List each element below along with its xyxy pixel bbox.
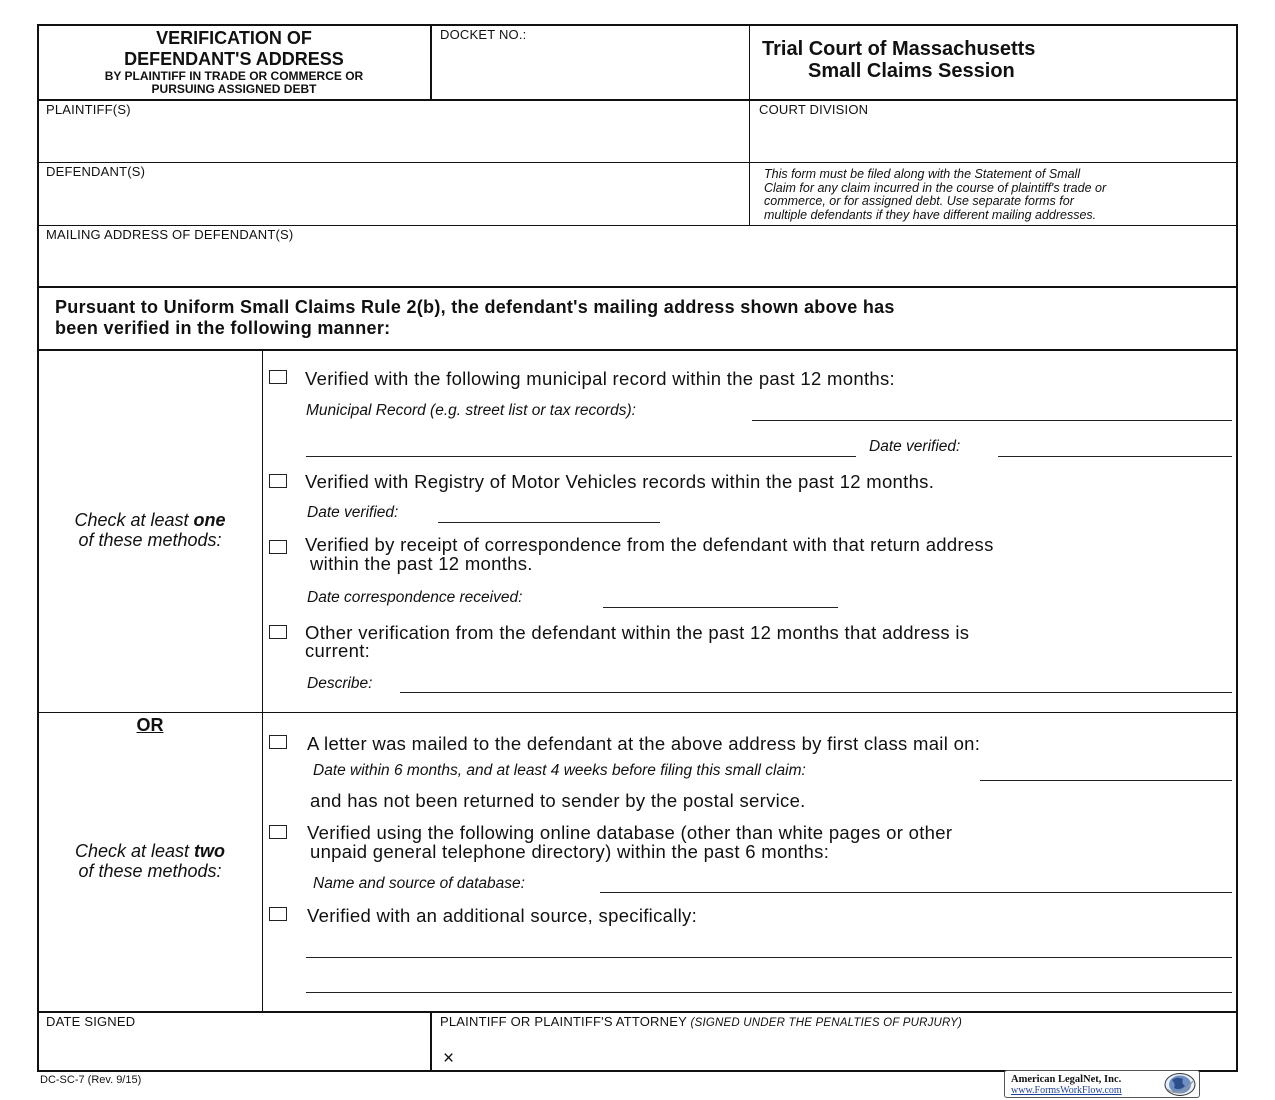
vendor-badge[interactable]	[1004, 1070, 1200, 1098]
globe-icon	[1163, 1072, 1197, 1097]
letter-date-input[interactable]	[980, 780, 1232, 781]
group1-instruction-pre: Check at least	[74, 510, 194, 530]
correspondence-text-line2: within the past 12 months.	[310, 553, 533, 574]
rule-line1: Pursuant to Uniform Small Claims Rule 2(b), the defendant's mailing address shown above has	[55, 297, 895, 317]
other-verification-text-line2: current:	[305, 640, 371, 661]
municipal-record-text: Verified with the following municipal record within the past 12 months:	[305, 368, 895, 389]
correspondence-text-line1: Verified by receipt of correspondence from the defendant with that return address	[305, 534, 994, 555]
other-verification-checkbox[interactable]	[269, 625, 287, 639]
additional-source-input-2[interactable]	[306, 992, 1232, 993]
form-subtitle-line2: PURSUING ASSIGNED DEBT	[151, 82, 317, 96]
header-divider-2	[749, 24, 750, 100]
rule-line2: been verified in the following manner:	[55, 318, 391, 338]
correspondence-date-label: Date correspondence received:	[307, 589, 523, 606]
rmv-date-label: Date verified:	[307, 504, 399, 521]
online-database-text-line2: unpaid general telephone directory) within the past 6 months:	[310, 841, 830, 862]
plaintiff-divider	[749, 100, 750, 226]
or-label: OR	[136, 715, 164, 735]
plaintiff-attorney-label	[440, 1014, 962, 1029]
additional-source-input-1[interactable]	[306, 957, 1232, 958]
vendor-url: www.FormsWorkFlow.com	[1011, 1085, 1122, 1096]
instructions-line2: Claim for any claim incurred in the course of plaintiff's trade or	[764, 180, 1107, 195]
court-name-line1: Trial Court of Massachusetts	[762, 38, 1036, 60]
signature-x-mark: ×	[443, 1048, 455, 1069]
letter-date-label: Date within 6 months, and at least 4 weeks before filing this small claim:	[313, 762, 806, 779]
vendor-name: American LegalNet, Inc.	[1011, 1074, 1122, 1085]
other-verification-text-line1: Other verification from the defendant within the past 12 months that address is	[305, 622, 970, 643]
additional-source-checkbox[interactable]	[269, 907, 287, 921]
letter-not-returned-text: and has not been returned to sender by the postal service.	[310, 790, 806, 811]
court-name	[762, 38, 1035, 82]
plaintiffs-field[interactable]	[42, 118, 744, 160]
docket-label: DOCKET NO.:	[440, 27, 527, 42]
municipal-date-label: Date verified:	[869, 438, 961, 455]
correspondence-checkbox[interactable]	[269, 540, 287, 554]
court-division-field[interactable]	[755, 118, 1233, 160]
plaintiff-attorney-note: (SIGNED UNDER THE PENALTIES OF PURJURY)	[690, 1017, 963, 1029]
mailing-bottom-rule	[37, 286, 1238, 288]
online-database-text-line1: Verified using the following online database (other than white pages or other	[307, 822, 953, 843]
instructions-line3: commerce, or for assigned debt. Use separate forms for	[764, 194, 1074, 208]
group2-instruction	[39, 841, 261, 881]
municipal-record-input-2[interactable]	[306, 456, 856, 457]
group2-instruction-post: of these methods:	[78, 861, 222, 881]
methods-column-divider	[262, 350, 263, 1012]
group1-instruction-post: of these methods:	[78, 530, 222, 550]
online-database-text	[307, 823, 952, 861]
describe-label: Describe:	[307, 675, 373, 692]
municipal-record-label: Municipal Record (e.g. street list or tax records):	[306, 402, 636, 419]
docket-field[interactable]	[436, 44, 744, 96]
municipal-record-checkbox[interactable]	[269, 370, 287, 384]
date-signed-field[interactable]	[42, 1030, 426, 1068]
additional-source-text: Verified with an additional source, specifically:	[307, 905, 698, 926]
correspondence-date-input[interactable]	[603, 607, 838, 608]
form-title	[39, 28, 429, 96]
defendant-bottom-rule	[37, 225, 1238, 226]
court-division-label: COURT DIVISION	[759, 102, 869, 117]
database-name-label: Name and source of database:	[313, 875, 525, 892]
rmv-date-input[interactable]	[438, 522, 660, 523]
plaintiffs-label: PLAINTIFF(S)	[46, 102, 131, 117]
header-divider-1	[430, 24, 432, 100]
group1-instruction	[39, 510, 261, 550]
letter-mailed-checkbox[interactable]	[269, 735, 287, 749]
group2-instruction-bold: two	[194, 841, 226, 861]
municipal-date-input[interactable]	[998, 456, 1232, 457]
letter-mailed-text: A letter was mailed to the defendant at the above address by first class mail on:	[307, 733, 981, 754]
group1-instruction-bold: one	[193, 510, 226, 530]
mailing-address-field[interactable]	[42, 243, 1232, 283]
correspondence-text	[305, 535, 994, 573]
rmv-text: Verified with Registry of Motor Vehicles records within the past 12 months.	[305, 471, 935, 492]
plaintiff-bottom-rule	[37, 162, 1238, 163]
court-name-line2: Small Claims Session	[808, 60, 1015, 82]
defendants-field[interactable]	[42, 180, 744, 222]
instructions-line4: multiple defendants if they have different mailing addresses.	[764, 207, 1097, 222]
other-verification-text	[305, 624, 969, 660]
describe-input[interactable]	[400, 692, 1232, 693]
mailing-label: MAILING ADDRESS OF DEFENDANT(S)	[46, 227, 294, 242]
group-divider	[37, 712, 1238, 713]
signature-divider	[430, 1012, 432, 1072]
instructions-note	[764, 168, 1106, 222]
group2-instruction-pre: Check at least	[74, 841, 195, 861]
form-subtitle-line1: BY PLAINTIFF IN TRADE OR COMMERCE OR	[104, 69, 364, 83]
form-id: DC-SC-7 (Rev. 9/15)	[40, 1074, 142, 1086]
rule-bottom-rule	[37, 349, 1238, 351]
signature-top-rule	[37, 1011, 1238, 1013]
date-signed-label: DATE SIGNED	[46, 1014, 136, 1029]
database-name-input[interactable]	[600, 892, 1232, 893]
form-title-line1: VERIFICATION OF	[156, 28, 312, 48]
online-database-checkbox[interactable]	[269, 825, 287, 839]
rmv-checkbox[interactable]	[269, 474, 287, 488]
form-title-line2: DEFENDANT'S ADDRESS	[124, 49, 344, 69]
rule-statement	[55, 297, 895, 339]
header-bottom-rule	[37, 99, 1238, 101]
instructions-line1: This form must be filed along with the Statement of Small	[764, 167, 1081, 181]
defendants-label: DEFENDANT(S)	[46, 164, 146, 179]
signature-field[interactable]	[460, 1034, 1230, 1068]
municipal-record-input[interactable]	[752, 420, 1232, 421]
plaintiff-attorney-label-text: PLAINTIFF OR PLAINTIFF'S ATTORNEY	[440, 1014, 687, 1029]
